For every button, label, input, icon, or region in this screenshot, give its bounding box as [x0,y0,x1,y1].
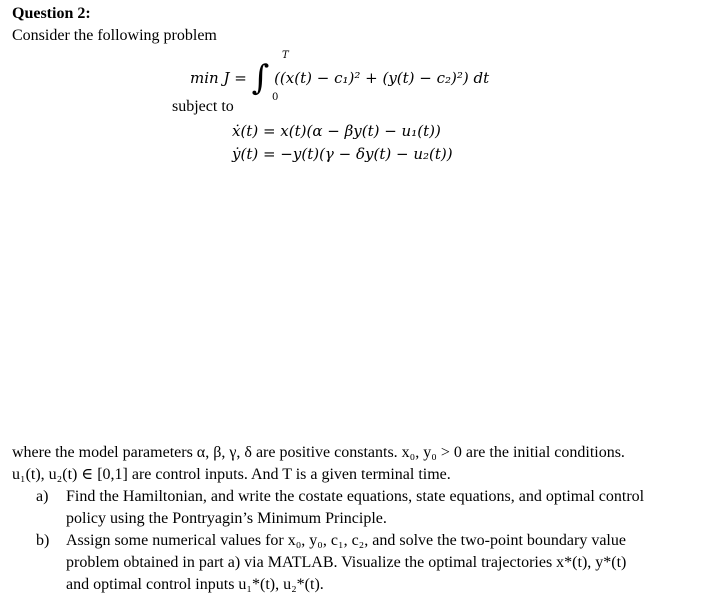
objective-prefix: min J = [190,69,252,87]
part-b-line-1: Assign some numerical values for x₀, y₀, c₁, c₂, and solve the two-point boundary value [66,532,626,549]
integral-lower: 0 [272,92,279,103]
objective-equation [190,50,490,103]
part-a-line-1: Find the Hamiltonian, and write the costate equations, state equations, and optimal control [66,488,645,505]
description-line-2: u₁(t), u₂(t) ∈ [0,1] are control inputs. And T is a given terminal time. [12,466,451,483]
subject-to-label: subject to [172,98,234,115]
part-b-line-2: problem obtained in part a) via MATLAB. Visualize the optimal trajectories x*(t), y*(t) [66,554,627,571]
part-b-line-3: and optimal control inputs u₁*(t), u₂*(t). [66,576,324,593]
constraint-x: ẋ(t) = x(t)(α − βy(t) − u₁(t)) [232,122,441,140]
integrand: ((x(t) − c₁)² + (y(t) − c₂)²) dt [274,69,490,87]
part-b-label: b) [36,532,50,549]
part-a-line-2: policy using the Pontryagin’s Minimum Principle. [66,510,387,527]
intro-text: Consider the following problem [12,27,217,44]
constraint-y: ẏ(t) = −y(t)(γ − δy(t) − u₂(t)) [232,145,453,163]
part-a-label: a) [36,488,49,505]
integral-upper: T [282,50,289,61]
question-title: Question 2: [12,5,91,22]
integral-sign: ∫ [251,58,270,98]
description-line-1: where the model parameters α, β, γ, δ are positive constants. x₀, y₀ > 0 are the initial conditions. [12,444,625,461]
